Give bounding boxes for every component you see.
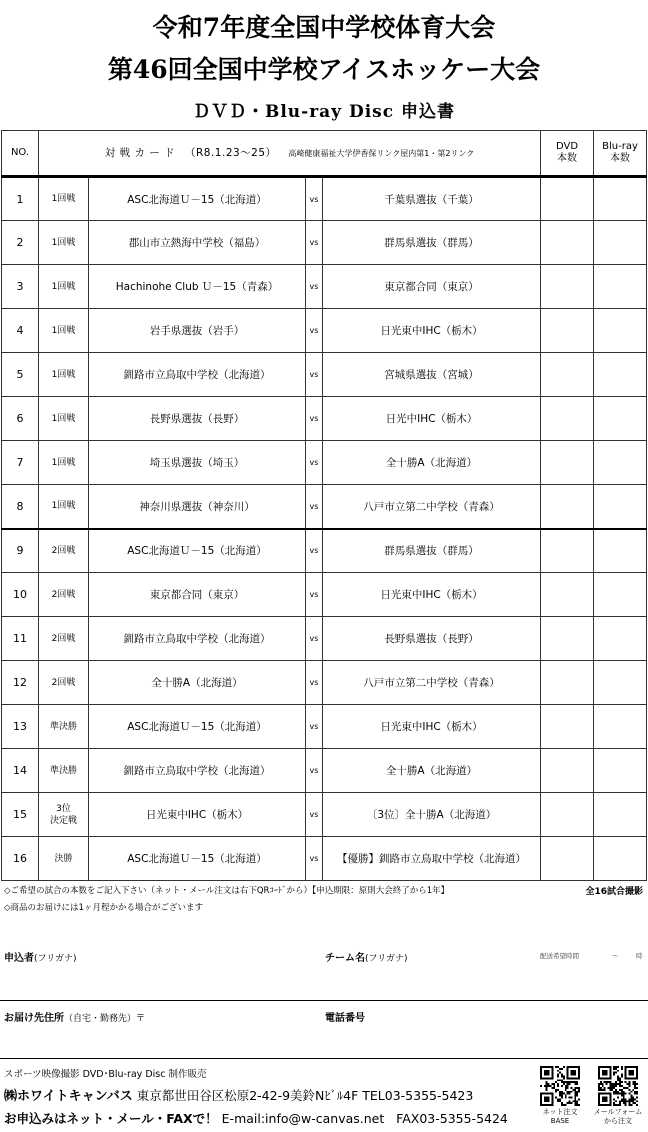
team-home: 釧路市立鳥取中学校（北海道）	[89, 749, 306, 793]
table-row	[2, 309, 647, 353]
footer-company-line	[4, 1085, 473, 1104]
dvd-qty-cell[interactable]	[541, 441, 594, 485]
team-away: 〔3位〕全十勝A（北海道）	[323, 793, 541, 837]
bluray-qty-cell[interactable]	[594, 573, 647, 617]
team-away: 千葉県選抜（千葉）	[323, 177, 541, 221]
vs-label: vs	[306, 441, 323, 485]
team-away: 【優勝】釧路市立鳥取中学校（北海道）	[323, 837, 541, 881]
bluray-qty-label: 本数	[610, 153, 631, 164]
dvd-qty-cell[interactable]	[541, 221, 594, 265]
company-address: 東京都世田谷区松原2-42-9美鈴Nﾋﾞﾙ4F TEL03-5355-5423	[136, 1088, 474, 1103]
match-round: 準決勝	[39, 705, 89, 749]
qr-mail-caption	[591, 1108, 645, 1126]
team-away: 長野県選抜（長野）	[323, 617, 541, 661]
bluray-qty-cell[interactable]	[594, 661, 647, 705]
team-away: 日光中IHC（栃木）	[323, 397, 541, 441]
match-round: 1回戦	[39, 441, 89, 485]
dvd-qty-cell[interactable]	[541, 177, 594, 221]
bluray-qty-cell[interactable]	[594, 441, 647, 485]
bluray-qty-cell[interactable]	[594, 309, 647, 353]
team-home: 全十勝A（北海道）	[89, 661, 306, 705]
match-round: 2回戦	[39, 617, 89, 661]
team-home: 神奈川県選抜（神奈川）	[89, 485, 306, 529]
team-home: 釧路市立鳥取中学校（北海道）	[89, 617, 306, 661]
title-line-1: 令和7年度全国中学校体育大会	[152, 13, 496, 42]
col-header-no: NO.	[2, 131, 39, 177]
bluray-qty-cell[interactable]	[594, 617, 647, 661]
match-number: 14	[2, 749, 39, 793]
vs-label: vs	[306, 397, 323, 441]
vs-label: vs	[306, 353, 323, 397]
team-home: ASC北海道Ｕ－15（北海道）	[89, 705, 306, 749]
fax-number: FAX03-5355-5424	[396, 1111, 508, 1126]
bluray-label: Blu-ray	[602, 141, 638, 152]
email-link[interactable]: E-mail:info@w-canvas.net	[221, 1111, 385, 1126]
company-name: ホワイトキャンバス	[17, 1089, 133, 1104]
bluray-qty-cell[interactable]	[594, 793, 647, 837]
qr-code-base-icon[interactable]	[540, 1066, 580, 1106]
team-home: 釧路市立鳥取中学校（北海道）	[89, 353, 306, 397]
team-away: 群馬県選抜（群馬）	[323, 529, 541, 573]
phone-field-label[interactable]	[325, 1009, 365, 1024]
team-home: 長野県選抜（長野）	[89, 397, 306, 441]
table-header-row	[2, 131, 647, 177]
team-home: Hachinohe Club Ｕ－15（青森）	[89, 265, 306, 309]
vs-label: vs	[306, 749, 323, 793]
note-delivery-time: ◇商品のお届けには1ヶ月程かかる場合がございます	[4, 903, 203, 913]
match-number: 6	[2, 397, 39, 441]
vs-label: vs	[306, 529, 323, 573]
delivery-time-tilde: 〜	[612, 952, 619, 960]
match-number: 15	[2, 793, 39, 837]
qr-code-mailform-icon[interactable]	[598, 1066, 638, 1106]
team-away: 全十勝A（北海道）	[323, 441, 541, 485]
table-row	[2, 353, 647, 397]
table-row	[2, 397, 647, 441]
team-label: チーム名	[325, 953, 365, 964]
title-line-2: 第46回全国中学校アイスホッケー大会	[107, 55, 541, 84]
table-row	[2, 661, 647, 705]
table-row	[2, 749, 647, 793]
match-round: 2回戦	[39, 573, 89, 617]
match-order-table	[1, 130, 647, 881]
vs-label: vs	[306, 837, 323, 881]
team-away: 全十勝A（北海道）	[323, 749, 541, 793]
match-round: 1回戦	[39, 485, 89, 529]
table-row	[2, 485, 647, 529]
delivery-time-field[interactable]	[540, 951, 643, 960]
dvd-qty-cell[interactable]	[541, 617, 594, 661]
match-round: 決勝	[39, 837, 89, 881]
dvd-qty-label: 本数	[557, 153, 578, 164]
match-round: 1回戦	[39, 265, 89, 309]
dvd-qty-cell[interactable]	[541, 793, 594, 837]
team-away: 八戸市立第二中学校（青森）	[323, 485, 541, 529]
team-away: 日光東中IHC（栃木）	[323, 309, 541, 353]
team-home: 埼玉県選抜（埼玉）	[89, 441, 306, 485]
match-number: 1	[2, 177, 39, 221]
match-card-venue: 高崎健康福祉大学伊香保リンク屋内第1・第2リンク	[288, 148, 475, 158]
table-row	[2, 529, 647, 573]
vs-label: vs	[306, 793, 323, 837]
dvd-qty-cell[interactable]	[541, 485, 594, 529]
applicant-label: 申込者	[4, 953, 34, 964]
qr-base-caption	[533, 1108, 587, 1126]
match-round: 1回戦	[39, 397, 89, 441]
match-round: 2回戦	[39, 529, 89, 573]
match-round: 3位 決定戦	[39, 793, 89, 837]
team-home: 岩手県選抜（岩手）	[89, 309, 306, 353]
dvd-qty-cell[interactable]	[541, 749, 594, 793]
footer-service-line: スポーツ映像撮影 DVD･Blu-ray Disc 制作販売	[4, 1069, 207, 1080]
col-header-dvd	[541, 131, 594, 177]
vs-label: vs	[306, 309, 323, 353]
table-row	[2, 705, 647, 749]
bluray-qty-cell[interactable]	[594, 485, 647, 529]
team-home: ASC北海道Ｕ－15（北海道）	[89, 177, 306, 221]
qr-base-caption-line2: BASE	[550, 1117, 570, 1125]
col-header-bluray	[594, 131, 647, 177]
match-number: 10	[2, 573, 39, 617]
vs-label: vs	[306, 177, 323, 221]
match-card-label: 対 戦 カ ー ド	[104, 146, 176, 159]
bluray-qty-cell[interactable]	[594, 353, 647, 397]
team-away: 宮城県選抜（宮城）	[323, 353, 541, 397]
dvd-qty-cell[interactable]	[541, 573, 594, 617]
dvd-qty-cell[interactable]	[541, 705, 594, 749]
vs-label: vs	[306, 485, 323, 529]
match-number: 8	[2, 485, 39, 529]
vs-label: vs	[306, 617, 323, 661]
team-home: 郡山市立熱海中学校（福島）	[89, 221, 306, 265]
bluray-qty-cell[interactable]	[594, 265, 647, 309]
address-field-label[interactable]	[4, 1009, 145, 1024]
delivery-time-hour: 時	[636, 952, 643, 960]
match-round: 2回戦	[39, 661, 89, 705]
team-home: ASC北海道Ｕ－15（北海道）	[89, 529, 306, 573]
match-number: 4	[2, 309, 39, 353]
dvd-qty-cell[interactable]	[541, 265, 594, 309]
order-methods: お申込みはネット・メール・FAXで！	[4, 1111, 218, 1126]
team-home: 日光東中IHC（栃木）	[89, 793, 306, 837]
team-furigana-label: (フリガナ)	[365, 954, 408, 964]
table-row	[2, 617, 647, 661]
match-number: 5	[2, 353, 39, 397]
table-row	[2, 793, 647, 837]
applicant-field-label[interactable]	[4, 949, 77, 964]
match-number: 2	[2, 221, 39, 265]
dvd-label: DVD	[555, 141, 579, 152]
bluray-qty-cell[interactable]	[594, 177, 647, 221]
table-row	[2, 221, 647, 265]
match-number: 3	[2, 265, 39, 309]
dvd-qty-cell[interactable]	[541, 309, 594, 353]
col-header-match-card	[39, 131, 541, 177]
match-round: 1回戦	[39, 177, 89, 221]
delivery-time-label: 配送希望時間	[540, 952, 579, 960]
bluray-qty-cell[interactable]	[594, 397, 647, 441]
team-away: 東京都合同（東京）	[323, 265, 541, 309]
table-row	[2, 441, 647, 485]
bluray-qty-cell[interactable]	[594, 749, 647, 793]
vs-label: vs	[306, 661, 323, 705]
vs-label: vs	[306, 573, 323, 617]
table-row	[2, 265, 647, 309]
match-card-dates: （R8.1.23〜25）	[184, 146, 277, 159]
bluray-qty-cell[interactable]	[594, 221, 647, 265]
dvd-qty-cell[interactable]	[541, 397, 594, 441]
vs-label: vs	[306, 221, 323, 265]
match-round: 準決勝	[39, 749, 89, 793]
vs-label: vs	[306, 705, 323, 749]
dvd-qty-cell[interactable]	[541, 837, 594, 881]
footer-order-line	[4, 1109, 508, 1127]
divider	[0, 1058, 648, 1059]
divider	[0, 1000, 648, 1001]
team-away: 八戸市立第二中学校（青森）	[323, 661, 541, 705]
table-row	[2, 837, 647, 881]
phone-label: 電話番号	[325, 1013, 365, 1024]
match-round: 1回戦	[39, 353, 89, 397]
qr-mail-caption-line1: メールフォーム	[593, 1108, 643, 1116]
team-away: 日光東中IHC（栃木）	[323, 573, 541, 617]
match-number: 12	[2, 661, 39, 705]
match-number: 7	[2, 441, 39, 485]
match-round: 1回戦	[39, 309, 89, 353]
applicant-furigana-label: (フリガナ)	[34, 954, 77, 964]
note-order-instructions: ◇ご希望の試合の本数をご記入下さい（ネット・メール注文は右下QRｺｰﾄﾞから）【申込期限：原則大会終了から1年】	[4, 886, 450, 896]
match-number: 11	[2, 617, 39, 661]
bluray-qty-cell[interactable]	[594, 529, 647, 573]
table-row	[2, 573, 647, 617]
dvd-qty-cell[interactable]	[541, 529, 594, 573]
address-type-label: （自宅・勤務先）〒	[64, 1014, 146, 1024]
match-number: 13	[2, 705, 39, 749]
vs-label: vs	[306, 265, 323, 309]
team-away: 日光東中IHC（栃木）	[323, 705, 541, 749]
dvd-qty-cell[interactable]	[541, 661, 594, 705]
dvd-qty-cell[interactable]	[541, 353, 594, 397]
team-home: 東京都合同（東京）	[89, 573, 306, 617]
team-home: ASC北海道Ｕ－15（北海道）	[89, 837, 306, 881]
bluray-qty-cell[interactable]	[594, 837, 647, 881]
total-matches: 全16試合撮影	[585, 887, 643, 897]
match-number: 9	[2, 529, 39, 573]
match-round: 1回戦	[39, 221, 89, 265]
form-subtitle: ＤＶＤ・Blu-ray Disc 申込書	[192, 102, 456, 122]
bluray-qty-cell[interactable]	[594, 705, 647, 749]
team-away: 群馬県選抜（群馬）	[323, 221, 541, 265]
qr-mail-caption-line2: から注文	[604, 1117, 632, 1125]
address-label: お届け先住所	[4, 1013, 64, 1024]
team-field-label[interactable]	[325, 949, 408, 964]
table-row	[2, 177, 647, 221]
qr-base-caption-line1: ネット注文	[542, 1108, 578, 1116]
company-logo: ㈱	[4, 1089, 18, 1104]
match-number: 16	[2, 837, 39, 881]
